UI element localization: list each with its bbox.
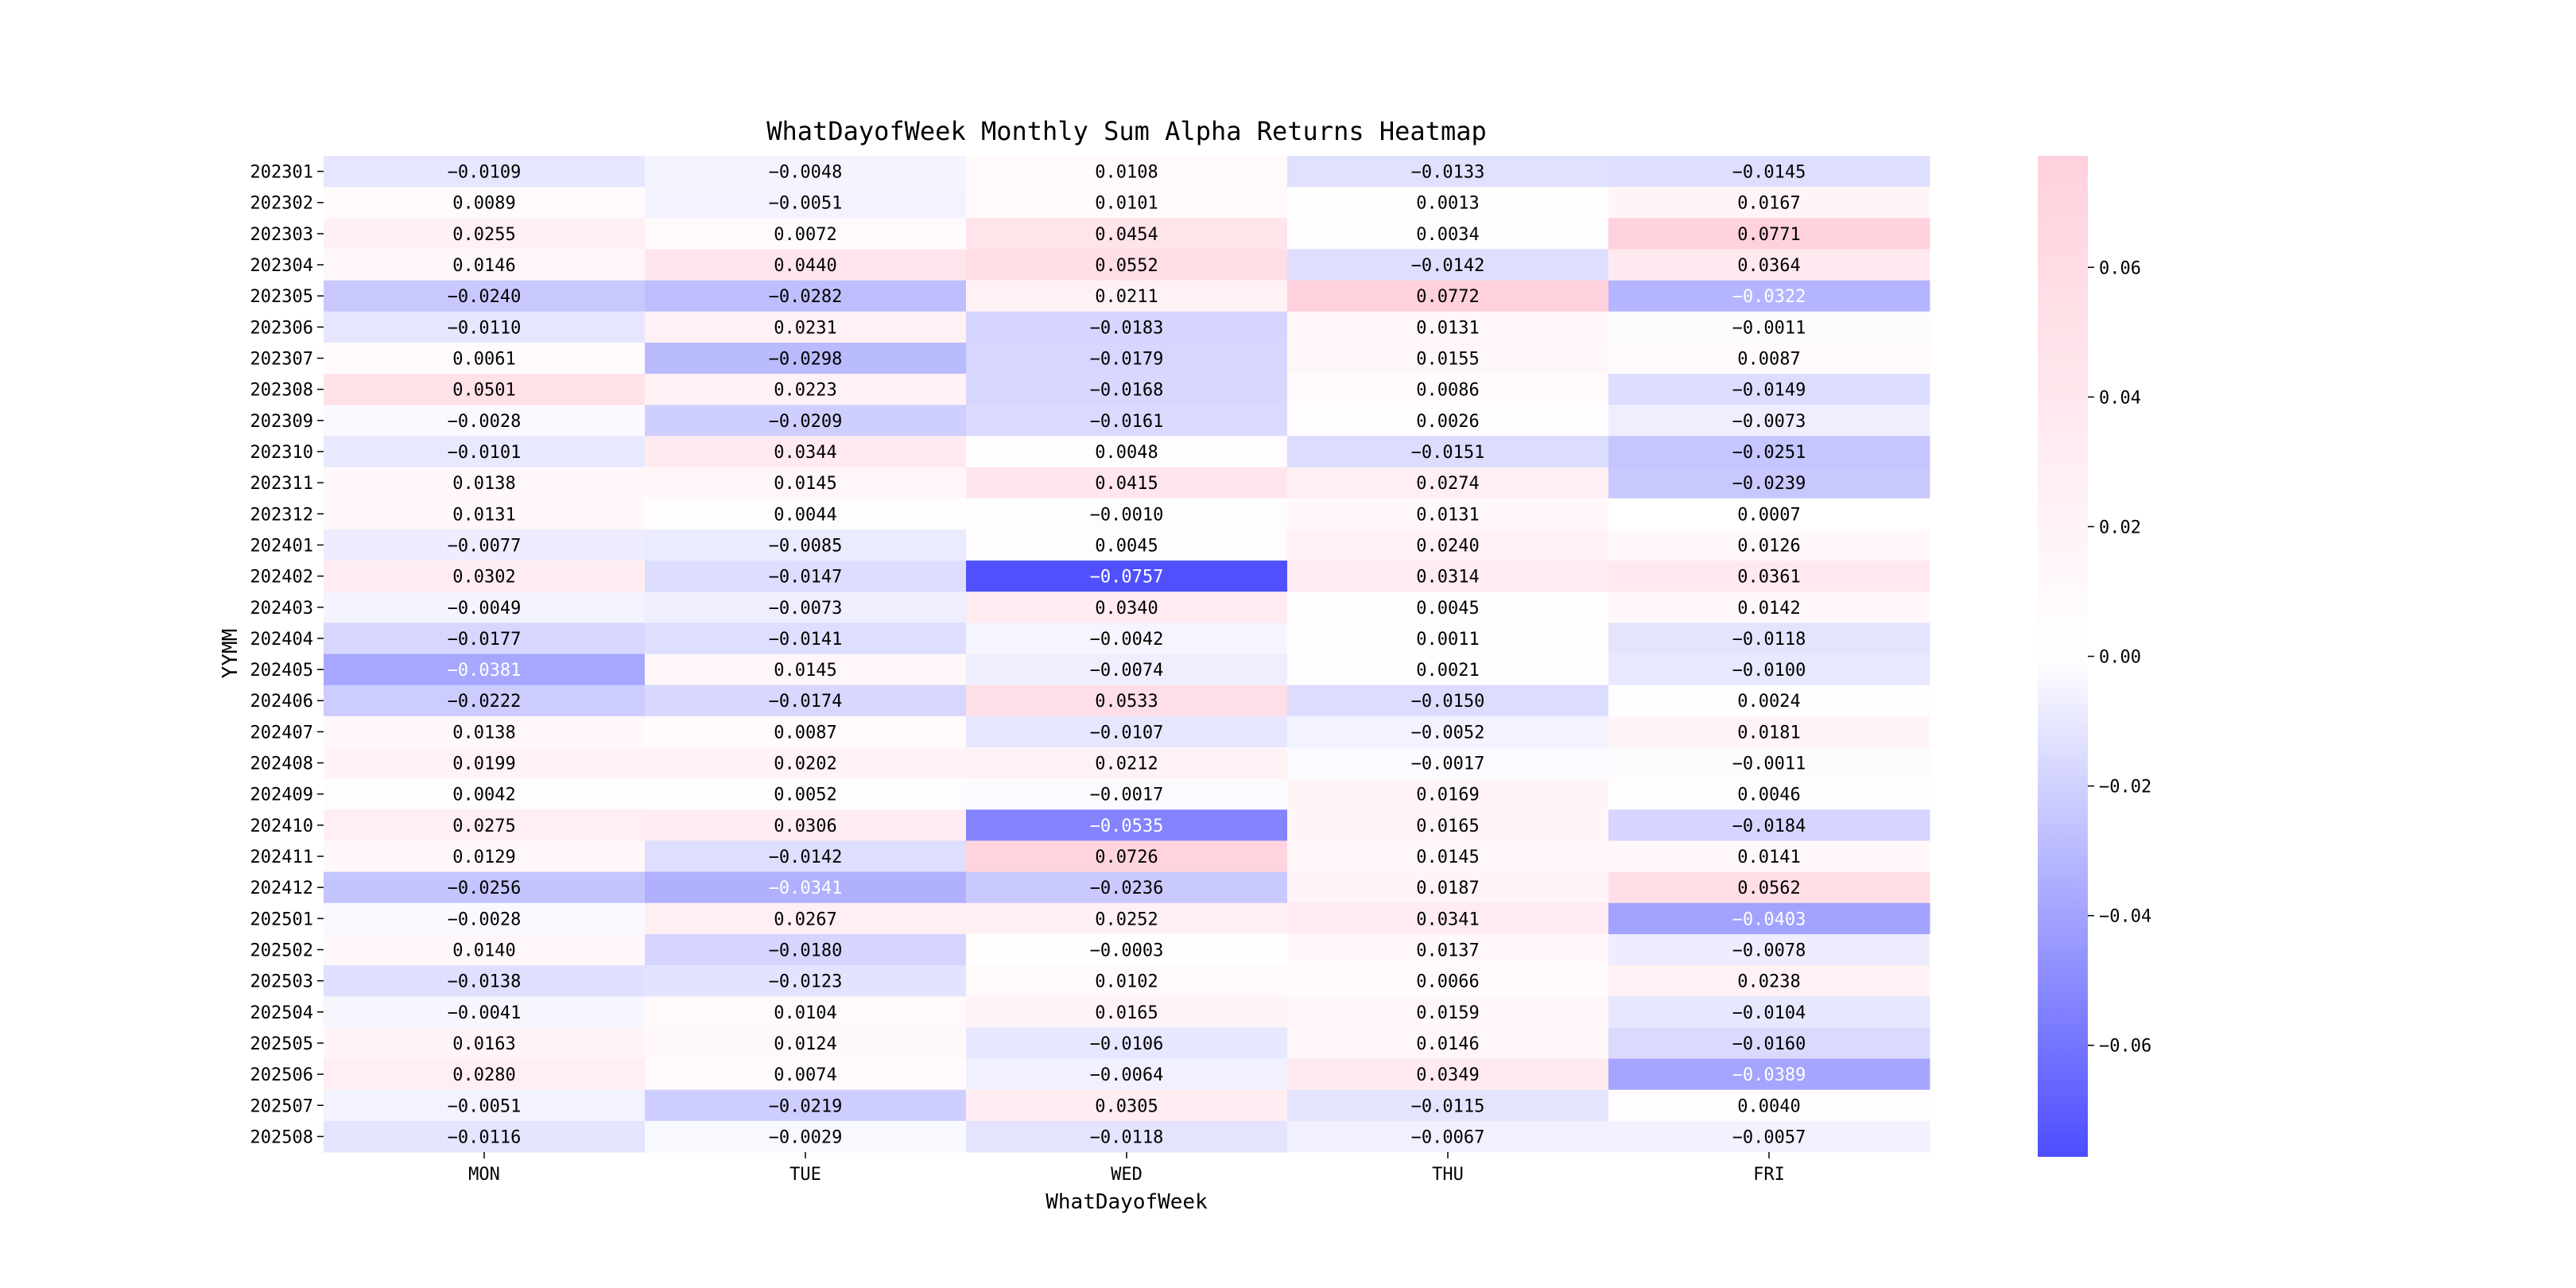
y-tick-label: 202508 — [250, 1127, 313, 1148]
cell-value-label: 0.0211 — [1095, 287, 1158, 308]
cell-value-label: −0.0240 — [447, 287, 522, 308]
cell-value-label: −0.0535 — [1089, 816, 1164, 836]
cell-value-label: 0.0275 — [452, 816, 516, 836]
cell-value-label: 0.0187 — [1416, 879, 1480, 899]
cell-value-label: 0.0223 — [774, 380, 837, 401]
colorbar-tick-label: −0.06 — [2099, 1036, 2152, 1057]
cell-value-label: 0.0340 — [1095, 598, 1158, 619]
cell-value-label: 0.0454 — [1095, 224, 1158, 245]
cell-value-label: −0.0003 — [1089, 941, 1164, 961]
cell-value-label: −0.0222 — [447, 692, 522, 712]
cell-value-label: −0.0179 — [1089, 349, 1164, 370]
x-tick-labels — [468, 1152, 1785, 1185]
cell-value-label: −0.0161 — [1089, 411, 1164, 432]
cell-value-label: 0.0146 — [1416, 1034, 1480, 1054]
cell-value-label: 0.0129 — [452, 848, 516, 868]
cell-value-label: −0.0341 — [768, 879, 843, 899]
colorbar-tick-label: −0.02 — [2099, 777, 2152, 797]
y-tick-label: 202309 — [250, 411, 313, 432]
cell-value-label: −0.0757 — [1089, 567, 1164, 588]
cell-value-label: 0.0131 — [1416, 318, 1480, 339]
cell-value-label: 0.0349 — [1416, 1065, 1480, 1086]
cell-value-label: 0.0145 — [774, 661, 837, 681]
cell-value-label: −0.0101 — [447, 442, 522, 463]
cell-value-label: −0.0067 — [1410, 1127, 1485, 1148]
cell-value-label: 0.0280 — [452, 1065, 516, 1086]
cell-value-label: −0.0209 — [768, 411, 843, 432]
cell-value-label: 0.0104 — [774, 1003, 837, 1023]
cell-value-label: 0.0052 — [774, 785, 837, 805]
cell-value-label: −0.0298 — [768, 349, 843, 370]
cell-value-label: −0.0110 — [447, 318, 522, 339]
cell-value-label: 0.0042 — [452, 785, 516, 805]
y-tick-label: 202311 — [250, 474, 313, 495]
cell-value-label: 0.0361 — [1737, 567, 1801, 588]
cell-value-label: −0.0239 — [1732, 474, 1806, 495]
cell-value-label: 0.0131 — [1416, 505, 1480, 526]
x-axis-title: WhatDayofWeek — [1046, 1190, 1208, 1214]
cell-value-label: −0.0048 — [768, 162, 843, 183]
cell-value-label: 0.0087 — [1737, 349, 1801, 370]
cell-value-label: 0.0274 — [1416, 474, 1480, 495]
cell-value-label: −0.0074 — [1089, 661, 1164, 681]
cell-value-label: −0.0256 — [447, 879, 522, 899]
cell-value-label: 0.0165 — [1095, 1003, 1158, 1023]
cell-value-label: 0.0344 — [774, 442, 837, 463]
cell-value-label: −0.0073 — [768, 598, 843, 619]
y-tick-label: 202507 — [250, 1096, 313, 1117]
cell-value-label: 0.0072 — [774, 224, 837, 245]
chart-title: WhatDayofWeek Monthly Sum Alpha Returns Heatmap — [766, 116, 1487, 146]
cell-value-label: 0.0102 — [1095, 972, 1158, 992]
y-tick-label: 202310 — [250, 442, 313, 463]
cell-value-label: 0.0314 — [1416, 567, 1480, 588]
cell-value-label: −0.0142 — [768, 848, 843, 868]
y-tick-label: 202504 — [250, 1003, 313, 1023]
cell-value-label: 0.0341 — [1416, 910, 1480, 930]
colorbar-gradient — [2038, 156, 2088, 1157]
cell-value-label: −0.0133 — [1410, 162, 1485, 183]
cell-value-label: 0.0045 — [1416, 598, 1480, 619]
y-tick-label: 202301 — [250, 162, 313, 183]
cell-value-label: 0.0159 — [1416, 1003, 1480, 1023]
cell-value-label: −0.0381 — [447, 661, 522, 681]
y-tick-label: 202501 — [250, 910, 313, 930]
cell-value-label: 0.0255 — [452, 224, 516, 245]
cell-value-label: −0.0138 — [447, 972, 522, 992]
cell-value-label: 0.0126 — [1737, 536, 1801, 557]
cell-value-label: 0.0155 — [1416, 349, 1480, 370]
y-tick-label: 202410 — [250, 816, 313, 836]
cell-value-label: −0.0145 — [1732, 162, 1806, 183]
colorbar-tick-label: 0.00 — [2099, 647, 2141, 668]
cell-value-label: −0.0282 — [768, 287, 843, 308]
cell-value-label: −0.0052 — [1410, 723, 1485, 743]
cell-value-label: −0.0057 — [1732, 1127, 1806, 1148]
y-tick-label: 202304 — [250, 256, 313, 277]
cell-value-label: 0.0238 — [1737, 972, 1801, 992]
cell-value-label: 0.0034 — [1416, 224, 1480, 245]
cell-value-label: 0.0066 — [1416, 972, 1480, 992]
cell-value-label: −0.0029 — [768, 1127, 843, 1148]
cell-value-label: 0.0562 — [1737, 879, 1801, 899]
cell-value-label: 0.0089 — [452, 193, 516, 214]
cell-value-label: −0.0141 — [768, 629, 843, 650]
colorbar-tick-label: 0.06 — [2099, 258, 2141, 279]
cell-value-label: −0.0149 — [1732, 380, 1806, 401]
cell-value-label: 0.0302 — [452, 567, 516, 588]
colorbar-tick-label: 0.04 — [2099, 388, 2141, 409]
cell-value-label: −0.0184 — [1732, 816, 1806, 836]
cell-value-label: −0.0017 — [1089, 785, 1164, 805]
cell-value-label: 0.0046 — [1737, 785, 1801, 805]
x-tick-label: MON — [468, 1165, 500, 1185]
cell-value-label: 0.0501 — [452, 380, 516, 401]
colorbar — [2038, 156, 2151, 1157]
cell-value-label: −0.0049 — [447, 598, 522, 619]
y-tick-label: 202302 — [250, 193, 313, 214]
cell-value-label: 0.0138 — [452, 474, 516, 495]
cell-value-label: −0.0017 — [1410, 754, 1485, 774]
y-tick-label: 202505 — [250, 1034, 313, 1054]
cell-value-label: 0.0061 — [452, 349, 516, 370]
cell-value-label: 0.0013 — [1416, 193, 1480, 214]
cell-value-label: 0.0726 — [1095, 848, 1158, 868]
cell-value-label: 0.0026 — [1416, 411, 1480, 432]
cell-value-label: −0.0160 — [1732, 1034, 1806, 1054]
cell-value-label: −0.0150 — [1410, 692, 1485, 712]
colorbar-tick-label: −0.04 — [2099, 906, 2152, 927]
cell-value-label: 0.0087 — [774, 723, 837, 743]
y-tick-label: 202408 — [250, 754, 313, 774]
cell-value-label: 0.0138 — [452, 723, 516, 743]
cell-value-label: −0.0051 — [447, 1096, 522, 1117]
cell-value-label: 0.0533 — [1095, 692, 1158, 712]
cell-value-label: 0.0440 — [774, 256, 837, 277]
cell-value-label: 0.0181 — [1737, 723, 1801, 743]
cell-value-label: 0.0145 — [1416, 848, 1480, 868]
cell-value-label: 0.0145 — [774, 474, 837, 495]
y-tick-label: 202403 — [250, 598, 313, 619]
cell-value-label: −0.0077 — [447, 536, 522, 557]
cell-value-label: −0.0183 — [1089, 318, 1164, 339]
cell-value-label: 0.0240 — [1416, 536, 1480, 557]
cell-value-label: 0.0141 — [1737, 848, 1801, 868]
cell-value-label: 0.0202 — [774, 754, 837, 774]
cell-value-label: −0.0322 — [1732, 287, 1806, 308]
cell-value-label: −0.0151 — [1410, 442, 1485, 463]
y-tick-label: 202306 — [250, 318, 313, 339]
y-tick-label: 202401 — [250, 536, 313, 557]
y-tick-label: 202409 — [250, 785, 313, 805]
cell-value-label: 0.0252 — [1095, 910, 1158, 930]
cell-value-label: 0.0086 — [1416, 380, 1480, 401]
cell-value-label: 0.0045 — [1095, 536, 1158, 557]
cell-value-label: 0.0771 — [1737, 224, 1801, 245]
y-tick-label: 202307 — [250, 349, 313, 370]
y-tick-label: 202405 — [250, 661, 313, 681]
cell-value-label: 0.0140 — [452, 941, 516, 961]
cell-value-label: 0.0146 — [452, 256, 516, 277]
cell-value-label: −0.0118 — [1732, 629, 1806, 650]
heatmap-cells — [324, 156, 1930, 1153]
cell-value-label: −0.0174 — [768, 692, 843, 712]
cell-value-label: 0.0131 — [452, 505, 516, 526]
colorbar-tick-label: 0.02 — [2099, 518, 2141, 538]
cell-value-label: 0.0231 — [774, 318, 837, 339]
y-tick-label: 202305 — [250, 287, 313, 308]
cell-value-label: −0.0147 — [768, 567, 843, 588]
cell-value-label: 0.0124 — [774, 1034, 837, 1054]
cell-value-label: −0.0177 — [447, 629, 522, 650]
cell-value-label: −0.0180 — [768, 941, 843, 961]
x-tick-label: THU — [1432, 1165, 1464, 1185]
cell-value-label: −0.0107 — [1089, 723, 1164, 743]
cell-value-label: 0.0044 — [774, 505, 837, 526]
cell-value-label: 0.0165 — [1416, 816, 1480, 836]
cell-value-label: 0.0772 — [1416, 287, 1480, 308]
cell-value-label: 0.0305 — [1095, 1096, 1158, 1117]
y-tick-label: 202406 — [250, 692, 313, 712]
cell-value-label: 0.0364 — [1737, 256, 1801, 277]
y-tick-label: 202502 — [250, 941, 313, 961]
cell-value-label: −0.0118 — [1089, 1127, 1164, 1148]
cell-value-label: −0.0078 — [1732, 941, 1806, 961]
x-tick-label: WED — [1111, 1165, 1143, 1185]
cell-value-label: −0.0073 — [1732, 411, 1806, 432]
cell-value-label: 0.0137 — [1416, 941, 1480, 961]
cell-value-label: 0.0101 — [1095, 193, 1158, 214]
cell-value-label: −0.0403 — [1732, 910, 1806, 930]
cell-value-label: −0.0100 — [1732, 661, 1806, 681]
x-tick-label: FRI — [1753, 1165, 1785, 1185]
cell-value-label: 0.0074 — [774, 1065, 837, 1086]
cell-value-label: 0.0011 — [1416, 629, 1480, 650]
cell-value-label: 0.0552 — [1095, 256, 1158, 277]
cell-value-label: −0.0389 — [1732, 1065, 1806, 1086]
cell-value-label: −0.0142 — [1410, 256, 1485, 277]
cell-value-label: 0.0048 — [1095, 442, 1158, 463]
cell-value-label: −0.0064 — [1089, 1065, 1164, 1086]
y-tick-label: 202402 — [250, 567, 313, 588]
cell-value-label: −0.0123 — [768, 972, 843, 992]
y-tick-label: 202506 — [250, 1065, 313, 1086]
y-tick-label: 202407 — [250, 723, 313, 743]
y-tick-label: 202308 — [250, 380, 313, 401]
y-tick-label: 202411 — [250, 848, 313, 868]
cell-value-label: −0.0236 — [1089, 879, 1164, 899]
cell-value-label: 0.0415 — [1095, 474, 1158, 495]
cell-value-label: 0.0169 — [1416, 785, 1480, 805]
cell-value-label: −0.0109 — [447, 162, 522, 183]
cell-value-label: −0.0116 — [447, 1127, 522, 1148]
cell-value-label: 0.0199 — [452, 754, 516, 774]
cell-value-label: −0.0041 — [447, 1003, 522, 1023]
y-tick-label: 202312 — [250, 505, 313, 526]
cell-value-label: 0.0267 — [774, 910, 837, 930]
cell-value-label: −0.0085 — [768, 536, 843, 557]
cell-value-label: 0.0306 — [774, 816, 837, 836]
cell-value-label: 0.0212 — [1095, 754, 1158, 774]
cell-value-label: −0.0028 — [447, 910, 522, 930]
y-tick-label: 202503 — [250, 972, 313, 992]
y-tick-label: 202412 — [250, 879, 313, 899]
y-tick-label: 202404 — [250, 629, 313, 650]
cell-value-label: 0.0167 — [1737, 193, 1801, 214]
cell-value-label: 0.0040 — [1737, 1096, 1801, 1117]
cell-value-label: −0.0251 — [1732, 442, 1806, 463]
cell-value-label: −0.0104 — [1732, 1003, 1806, 1023]
cell-value-label: −0.0011 — [1732, 318, 1806, 339]
x-tick-label: TUE — [789, 1165, 821, 1185]
cell-value-label: −0.0115 — [1410, 1096, 1485, 1117]
y-tick-label: 202303 — [250, 224, 313, 245]
cell-value-label: −0.0106 — [1089, 1034, 1164, 1054]
cell-value-label: −0.0051 — [768, 193, 843, 214]
cell-value-label: 0.0021 — [1416, 661, 1480, 681]
cell-value-label: −0.0011 — [1732, 754, 1806, 774]
cell-value-label: −0.0168 — [1089, 380, 1164, 401]
cell-value-label: 0.0163 — [452, 1034, 516, 1054]
cell-value-label: −0.0028 — [447, 411, 522, 432]
cell-value-label: 0.0142 — [1737, 598, 1801, 619]
cell-value-label: 0.0108 — [1095, 162, 1158, 183]
y-axis-title: YYMM — [219, 628, 242, 679]
cell-value-label: −0.0042 — [1089, 629, 1164, 650]
cell-value-label: −0.0010 — [1089, 505, 1164, 526]
cell-value-label: 0.0024 — [1737, 692, 1801, 712]
y-tick-labels — [250, 163, 324, 1148]
cell-value-label: −0.0219 — [768, 1096, 843, 1117]
cell-value-label: 0.0007 — [1737, 505, 1801, 526]
